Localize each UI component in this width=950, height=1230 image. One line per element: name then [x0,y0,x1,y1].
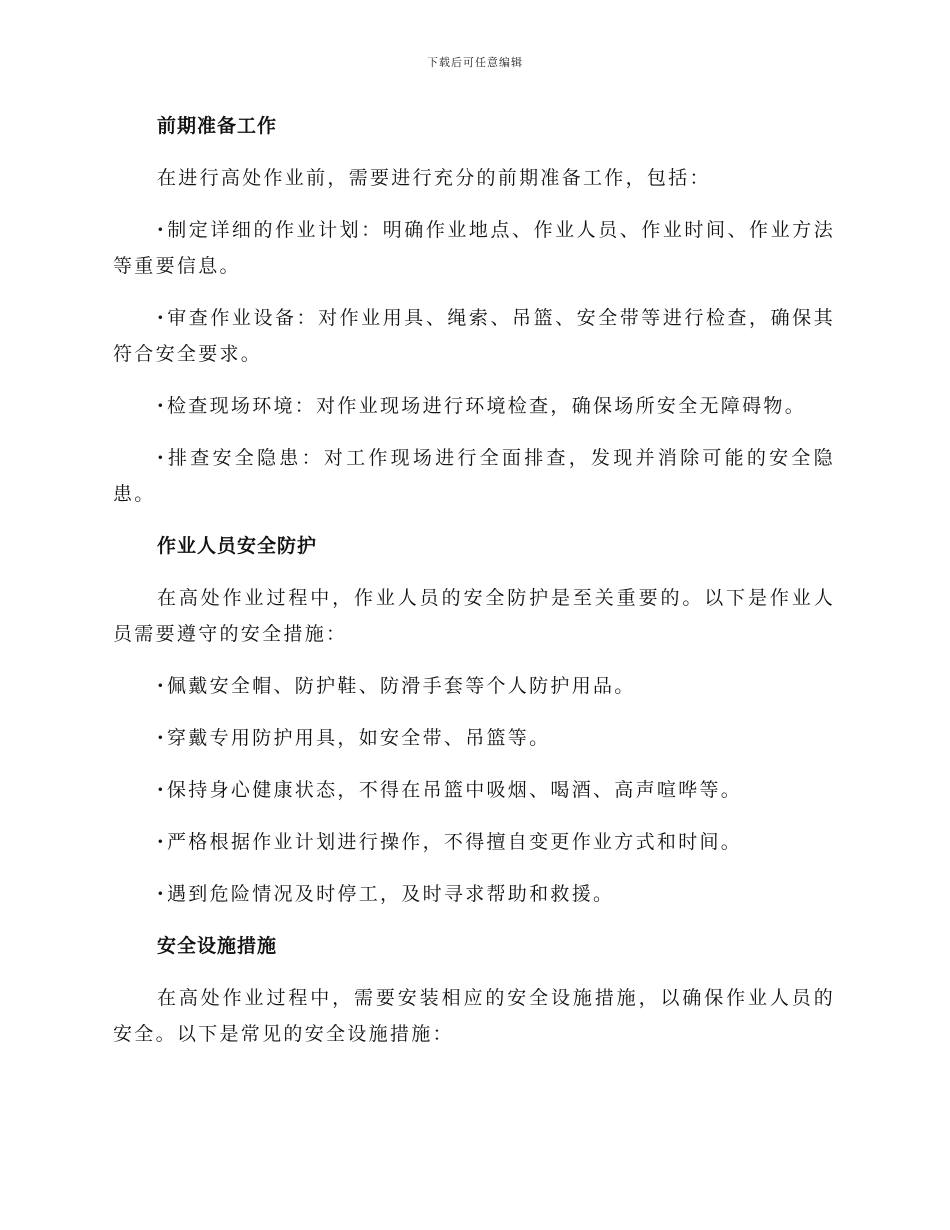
document-body [113,108,835,1068]
page-header-note: 下载后可任意编辑 [427,56,523,69]
bullet-item [113,824,835,860]
bullet-item [113,300,835,372]
section-heading: 前期准备工作 [157,115,278,137]
section-preparation [113,108,835,512]
section-intro: 在高处作业过程中，作业人员的安全防护是至关重要的。以下是作业人员需要遵守的安全措施： [113,587,835,645]
bullet-item [113,388,835,424]
section-safety-facilities [113,928,835,1052]
bullet-item [113,668,835,704]
bullet-text: 严格根据作业计划进行操作，不得擅自变更作业方式和时间。 [167,831,743,853]
bullet-dot: · [157,219,166,241]
bullet-text: 制定详细的作业计划：明确作业地点、作业人员、作业时间、作业方法等重要信息。 [113,219,835,277]
bullet-text: 保持身心健康状态，不得在吊篮中吸烟、喝酒、高声喧哗等。 [167,779,743,801]
bullet-item [113,212,835,284]
bullet-dot: · [157,883,166,905]
section-heading: 安全设施措施 [157,935,278,957]
bullet-item [113,876,835,912]
bullet-dot: · [157,779,166,801]
bullet-text: 穿戴专用防护用具，如安全带、吊篮等。 [167,727,551,749]
bullet-text: 遇到危险情况及时停工，及时寻求帮助和救援。 [167,883,615,905]
bullet-text: 检查现场环境：对作业现场进行环境检查，确保场所安全无障碍物。 [167,395,807,417]
bullet-dot: · [157,447,166,469]
section-intro: 在进行高处作业前，需要进行充分的前期准备工作，包括： [157,167,711,189]
bullet-text: 排查安全隐患：对工作现场进行全面排查，发现并消除可能的安全隐患。 [113,447,835,505]
bullet-dot: · [157,727,166,749]
bullet-dot: · [157,831,166,853]
section-heading: 作业人员安全防护 [157,535,318,557]
bullet-item [113,720,835,756]
bullet-text: 佩戴安全帽、防护鞋、防滑手套等个人防护用品。 [167,675,636,697]
bullet-text: 审查作业设备：对作业用具、绳索、吊篮、安全带等进行检查，确保其符合安全要求。 [113,307,835,365]
bullet-dot: · [157,307,166,329]
bullet-dot: · [157,675,166,697]
bullet-dot: · [157,395,166,417]
section-intro: 在高处作业过程中，需要安装相应的安全设施措施，以确保作业人员的安全。以下是常见的安全设施措施： [113,987,835,1045]
bullet-item [113,772,835,808]
bullet-item [113,440,835,512]
section-worker-protection [113,528,835,912]
